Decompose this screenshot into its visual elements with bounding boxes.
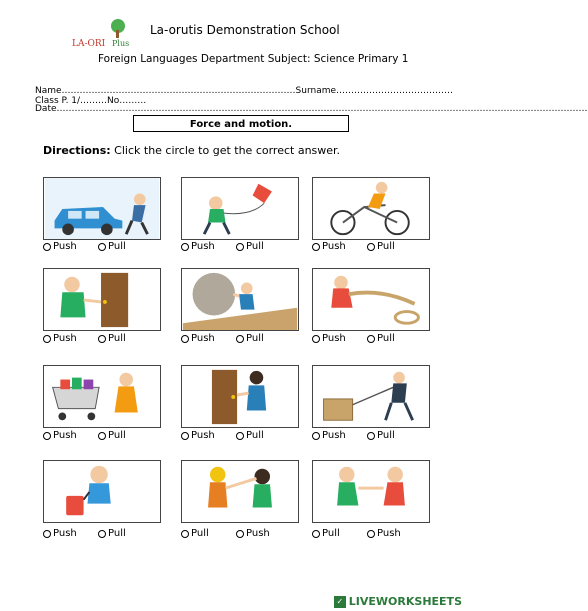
directions-label: Directions:	[43, 144, 111, 157]
school-logo	[70, 18, 140, 52]
pull-label: Pull	[322, 528, 340, 539]
picture-kids-push	[312, 460, 430, 523]
pull-option[interactable]	[236, 333, 264, 344]
pull-option[interactable]	[98, 528, 126, 539]
picture-door-pull	[43, 268, 161, 331]
picture-kite-pull	[181, 177, 299, 240]
liveworksheets-logo	[334, 595, 462, 608]
pull-radio[interactable]	[367, 335, 375, 343]
push-label: Push	[246, 528, 270, 539]
push-label: Push	[322, 430, 346, 441]
push-radio[interactable]	[181, 432, 189, 440]
pull-label: Pull	[377, 241, 395, 252]
push-option[interactable]	[43, 241, 77, 252]
picture-boulder-push	[181, 268, 299, 331]
push-label: Push	[191, 430, 215, 441]
picture-cart-push	[43, 365, 161, 428]
push-radio[interactable]	[181, 335, 189, 343]
footer-brand: LIVEWORKSHEETS	[348, 595, 462, 608]
push-radio[interactable]	[181, 243, 189, 251]
push-option[interactable]	[312, 241, 346, 252]
push-radio[interactable]	[312, 243, 320, 251]
push-option[interactable]	[181, 430, 215, 441]
push-option[interactable]	[43, 528, 77, 539]
push-label: Push	[53, 528, 77, 539]
push-option[interactable]	[43, 430, 77, 441]
pull-label: Pull	[108, 241, 126, 252]
pull-option[interactable]	[367, 430, 395, 441]
push-radio[interactable]	[43, 432, 51, 440]
pull-label: Pull	[246, 241, 264, 252]
push-radio[interactable]	[43, 530, 51, 538]
directions	[43, 144, 340, 157]
push-label: Push	[322, 333, 346, 344]
picture-rope-pull	[312, 268, 430, 331]
push-label: Push	[191, 241, 215, 252]
pull-label: Pull	[246, 430, 264, 441]
pull-radio[interactable]	[98, 243, 106, 251]
pull-label: Pull	[377, 430, 395, 441]
push-option[interactable]	[236, 528, 270, 539]
pull-label: Pull	[108, 333, 126, 344]
subject-subtitle: Foreign Languages Department Subject: Science Primary 1	[98, 53, 409, 65]
pull-label: Pull	[108, 430, 126, 441]
svg-text:Plus: Plus	[112, 39, 130, 48]
date-line: Date……………………………………………………………………………………………………………………………………………………………	[35, 104, 588, 114]
pull-option[interactable]	[236, 430, 264, 441]
pull-radio[interactable]	[98, 530, 106, 538]
directions-text: Click the circle to get the correct answer.	[110, 144, 341, 157]
push-label: Push	[53, 333, 77, 344]
push-option[interactable]	[312, 333, 346, 344]
pull-label: Pull	[108, 528, 126, 539]
picture-suitcase-pull	[43, 460, 161, 523]
push-radio[interactable]	[312, 432, 320, 440]
push-label: Push	[53, 241, 77, 252]
topic-title: Force and motion.	[133, 115, 349, 132]
pull-radio[interactable]	[236, 432, 244, 440]
picture-ear-pull	[181, 460, 299, 523]
pull-radio[interactable]	[236, 335, 244, 343]
picture-bicycle-push	[312, 177, 430, 240]
pull-option[interactable]	[181, 528, 209, 539]
pull-option[interactable]	[312, 528, 340, 539]
picture-car-push	[43, 177, 161, 240]
pull-radio[interactable]	[98, 432, 106, 440]
pull-option[interactable]	[98, 430, 126, 441]
push-label: Push	[191, 333, 215, 344]
push-option[interactable]	[181, 241, 215, 252]
pull-label: Pull	[246, 333, 264, 344]
picture-box-pull	[312, 365, 430, 428]
name-line: Name……………………………………………………………………Surname…………………………………Class P. 1/………No………	[35, 86, 454, 106]
pull-radio[interactable]	[367, 432, 375, 440]
push-option[interactable]	[367, 528, 401, 539]
push-option[interactable]	[181, 333, 215, 344]
school-name: La-orutis Demonstration School	[150, 23, 340, 37]
push-label: Push	[322, 241, 346, 252]
push-radio[interactable]	[43, 335, 51, 343]
pull-radio[interactable]	[312, 530, 320, 538]
push-label: Push	[53, 430, 77, 441]
pull-option[interactable]	[236, 241, 264, 252]
pull-option[interactable]	[98, 333, 126, 344]
picture-door-push	[181, 365, 299, 428]
push-radio[interactable]	[43, 243, 51, 251]
push-radio[interactable]	[367, 530, 375, 538]
push-option[interactable]	[312, 430, 346, 441]
pull-radio[interactable]	[236, 243, 244, 251]
push-radio[interactable]	[236, 530, 244, 538]
push-radio[interactable]	[312, 335, 320, 343]
pull-radio[interactable]	[367, 243, 375, 251]
pull-radio[interactable]	[181, 530, 189, 538]
push-label: Push	[377, 528, 401, 539]
logo-lettering: LA-ORI	[72, 39, 106, 49]
pull-label: Pull	[377, 333, 395, 344]
pull-radio[interactable]	[98, 335, 106, 343]
pull-option[interactable]	[98, 241, 126, 252]
push-option[interactable]	[43, 333, 77, 344]
liveworksheets-icon: ✓	[334, 596, 346, 608]
pull-option[interactable]	[367, 333, 395, 344]
pull-label: Pull	[191, 528, 209, 539]
pull-option[interactable]	[367, 241, 395, 252]
